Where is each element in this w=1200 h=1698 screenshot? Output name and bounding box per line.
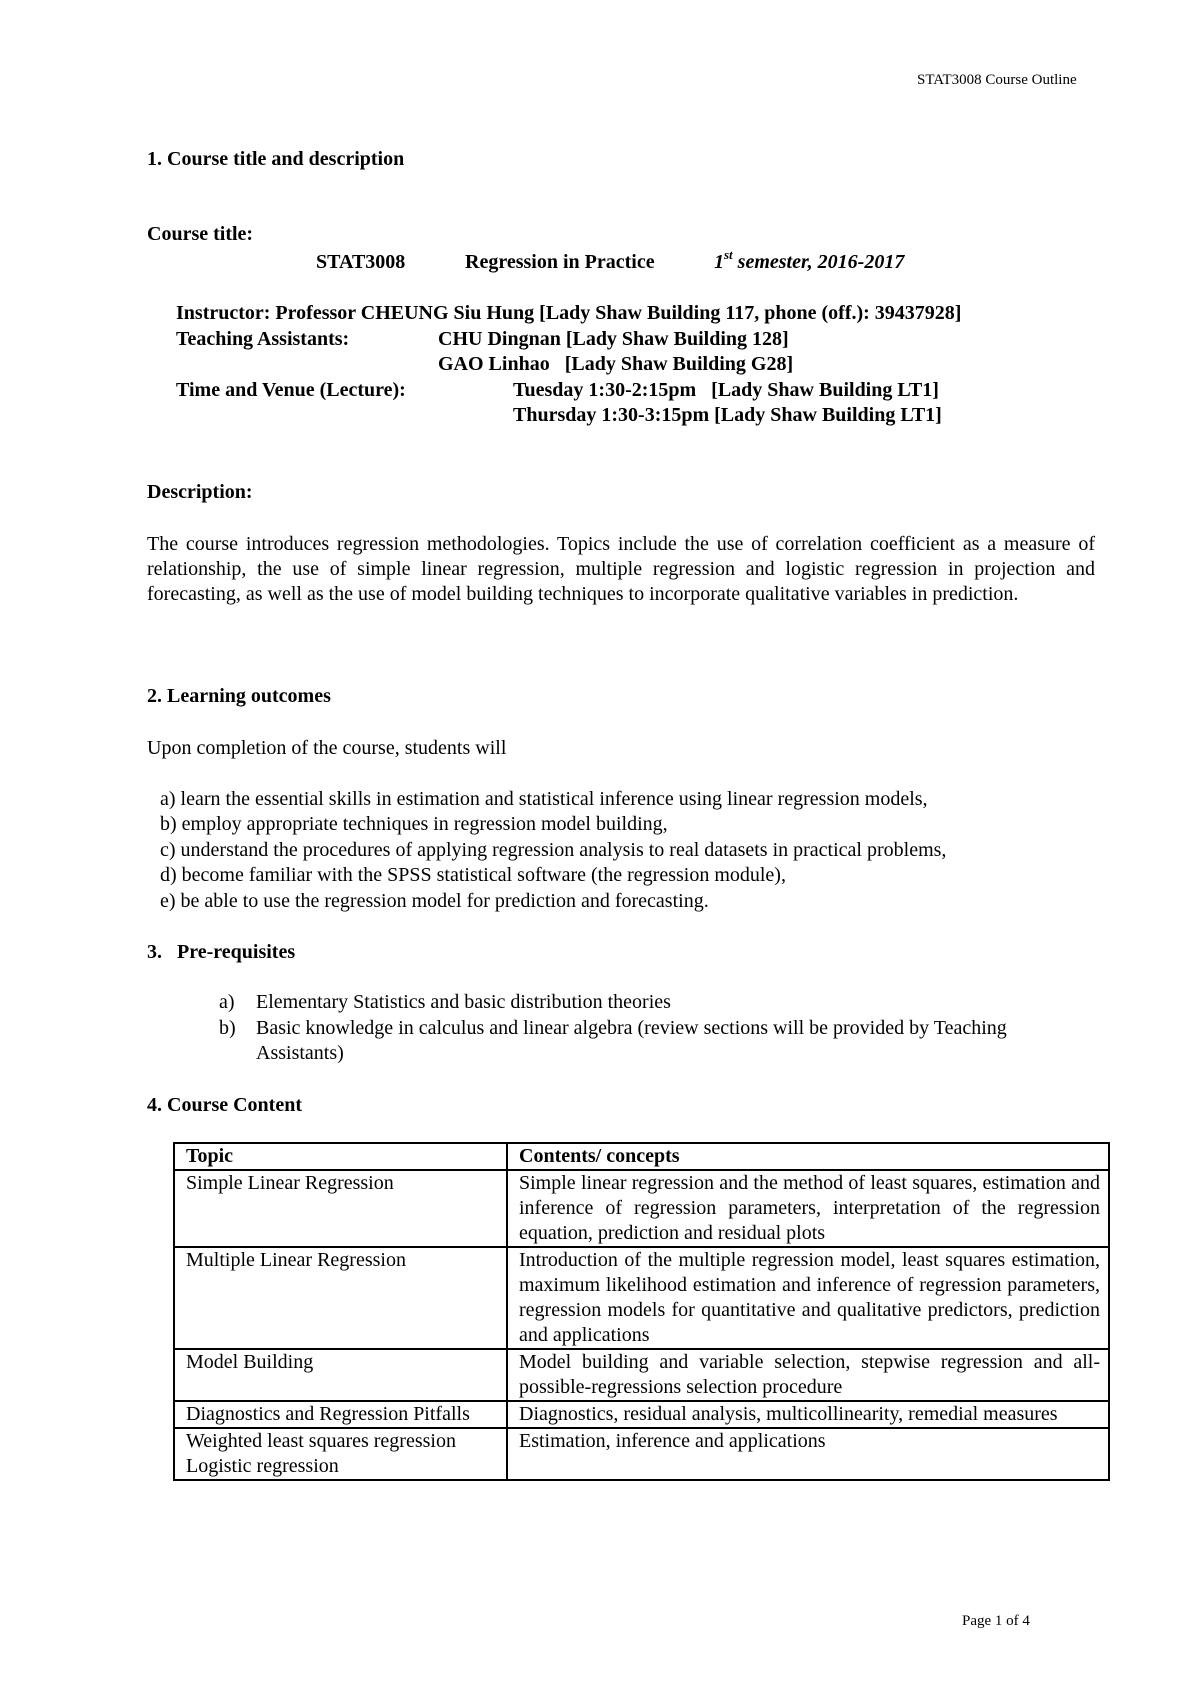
table-header-row (174, 1143, 1109, 1170)
contents-cell: Model building and variable selection, stepwise regression and all-possible-regressions selection procedure (507, 1349, 1109, 1401)
contents-cell: Introduction of the multiple regression model, least squares estimation, maximum likelihood estimation and inference of regression parameters, regression models for quantitative and qualitative predictors, prediction and applications (507, 1247, 1109, 1349)
section-heading-course-content: 4. Course Content (147, 1094, 302, 1116)
list-item: Basic knowledge in calculus and linear algebra (review sections will be provided by Teaching (256, 1017, 1007, 1039)
list-item: a) learn the essential skills in estimation and statistical inference using linear regression models, (160, 788, 928, 810)
course-name: Regression in Practice (465, 251, 655, 273)
running-header: STAT3008 Course Outline (917, 72, 1077, 88)
table-row (174, 1428, 1109, 1480)
table-row (174, 1170, 1109, 1247)
contents-cell: Diagnostics, residual analysis, multicollinearity, remedial measures (507, 1401, 1109, 1428)
column-header-topic: Topic (174, 1143, 507, 1170)
contents-cell: Estimation, inference and applications (507, 1428, 1109, 1480)
topic-cell (174, 1428, 507, 1480)
list-marker: b) (219, 1017, 236, 1039)
list-item: b) employ appropriate techniques in regression model building, (160, 813, 668, 835)
table-row (174, 1401, 1109, 1428)
ta-1: CHU Dingnan [Lady Shaw Building 128] (438, 328, 789, 350)
topic-cell: Diagnostics and Regression Pitfalls (174, 1401, 507, 1428)
instructor-line: Instructor: Professor CHEUNG Siu Hung [Lady Shaw Building 117, phone (off.): 39437928] (176, 302, 962, 324)
topic-cell: Simple Linear Regression (174, 1170, 507, 1247)
description-text: The course introduces regression methodologies. Topics include the use of correlation coefficient as a measure of relationship, the use of simple linear regression, multiple regression and logistic regression in projection and forecasting, as well as the use of model building techniques to incorporate qualitative variables in prediction. (147, 533, 1095, 605)
course-content-table (173, 1142, 1110, 1481)
list-item: c) understand the procedures of applying regression analysis to real datasets in practical problems, (160, 839, 947, 861)
ta-2: GAO Linhao [Lady Shaw Building G28] (438, 353, 794, 375)
contents-cell: Simple linear regression and the method of least squares, estimation and inference of regression parameters, interpretation of the regression equation, prediction and residual plots (507, 1170, 1109, 1247)
list-marker: a) (219, 991, 235, 1013)
topic-line: Weighted least squares regression (186, 1430, 456, 1452)
table-row (174, 1247, 1109, 1349)
time-venue-label: Time and Venue (Lecture): (176, 379, 406, 401)
list-item: e) be able to use the regression model for prediction and forecasting. (160, 890, 709, 912)
topic-cell: Model Building (174, 1349, 507, 1401)
section-heading-learning-outcomes: 2. Learning outcomes (147, 685, 331, 707)
column-header-contents: Contents/ concepts (507, 1143, 1109, 1170)
list-item-continuation: Assistants) (256, 1042, 344, 1064)
course-title-label: Course title: (147, 223, 254, 245)
list-item: d) become familiar with the SPSS statistical software (the regression module), (160, 864, 786, 886)
time-venue-1: Tuesday 1:30-2:15pm [Lady Shaw Building LT1] (513, 379, 939, 401)
description-label: Description: (147, 481, 253, 503)
course-code: STAT3008 (316, 251, 406, 273)
ta-label: Teaching Assistants: (176, 328, 350, 350)
topic-cell: Multiple Linear Regression (174, 1247, 507, 1349)
semester: 1st semester, 2016-2017 (714, 247, 905, 273)
list-item: Elementary Statistics and basic distribution theories (256, 991, 671, 1013)
time-venue-2: Thursday 1:30-3:15pm [Lady Shaw Building LT1] (513, 404, 942, 426)
section-heading-prerequisites: 3. Pre-requisites (147, 941, 296, 963)
page-number: Page 1 of 4 (962, 1613, 1030, 1629)
section-heading-course-title: 1. Course title and description (147, 148, 405, 170)
learning-outcomes-intro: Upon completion of the course, students will (147, 737, 507, 759)
table-row (174, 1349, 1109, 1401)
topic-line: Logistic regression (186, 1455, 339, 1477)
